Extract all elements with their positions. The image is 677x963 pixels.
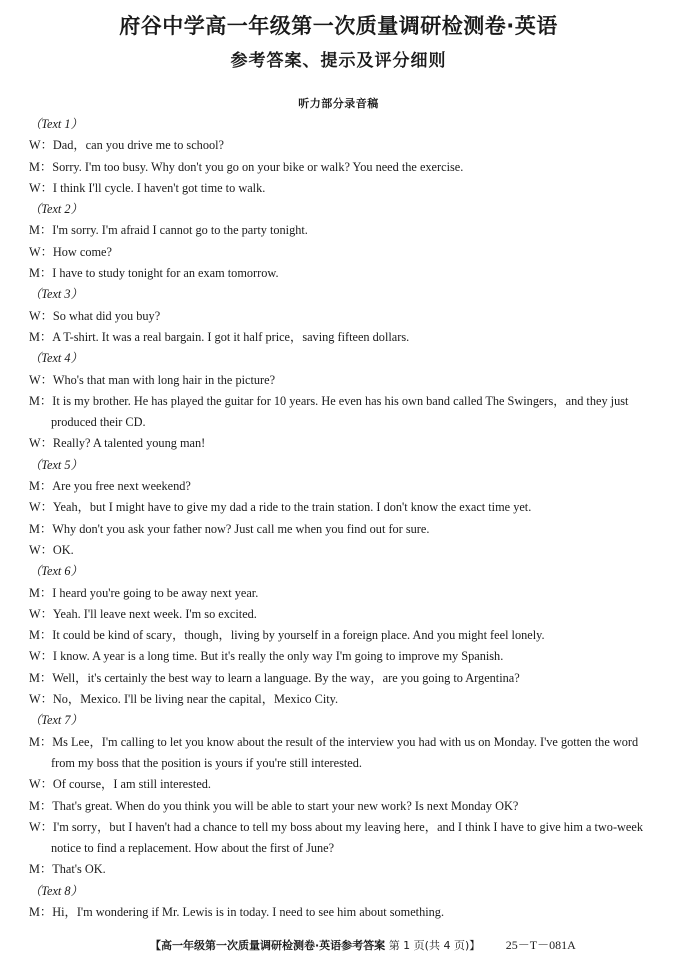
dialogue-line: W：OK. [29, 542, 74, 557]
dialogue-line: W：Yeah，but I might have to give my dad a ride to the train station. I don't know the exact time yet. [29, 500, 532, 515]
text-marker: （Text 4） [29, 351, 83, 366]
text-marker: （Text 1） [29, 117, 83, 131]
dialogue-line: M：That's OK. [29, 862, 106, 877]
text-marker: （Text 3） [29, 287, 83, 302]
dialogue-line: W：Of course，I am still interested. [29, 777, 212, 792]
section-title: 听力部分录音稿 [298, 97, 379, 110]
dialogue-line: M：I'm sorry. I'm afraid I cannot go to the party tonight. [29, 223, 308, 238]
text-marker: （Text 8） [29, 883, 83, 898]
dialogue-line: M：It is my brother. He has played the guitar for 10 years. He even has his own band called The Swingers，and they just produced their CD. [29, 393, 629, 430]
footer-title: 【高一年级第一次质量调研检测卷·英语参考答案 [150, 939, 386, 952]
dialogue-line: W：How come? [29, 244, 112, 259]
dialogue-line: W：Dad，can you drive me to school? [29, 138, 224, 153]
dialogue-line: W：Yeah. I'll leave next week. I'm so excited. [29, 606, 257, 621]
dialogue-line: W：I think I'll cycle. I haven't got time to walk. [29, 180, 266, 195]
dialogue-line: M：Hi，I'm wondering if Mr. Lewis is in today. I need to see him about something. [29, 904, 445, 919]
text-marker: （Text 7） [29, 713, 83, 728]
dialogue-line: W：I'm sorry，but I haven't had a chance to tell my boss about my leaving here，and I think I have to give him a two-week notice to find a replacement. How about the first of June? [29, 819, 643, 856]
dialogue-line: W：I know. A year is a long time. But it's really the only way I'm going to improve my Spanish. [29, 649, 504, 664]
dialogue-line: M：A T-shirt. It was a real bargain. I got it half price，saving fifteen dollars. [29, 329, 410, 344]
page-footer [150, 936, 650, 953]
dialogue-line: M：Are you free next weekend? [29, 479, 191, 494]
dialogue-line: M：Why don't you ask your father now? Just call me when you find out for sure. [29, 521, 430, 536]
text-marker: （Text 5） [29, 457, 83, 472]
dialogue-line: M：Well，it's certainly the best way to learn a language. By the way，are you going to Argentina? [29, 670, 520, 685]
text-marker: （Text 2） [29, 202, 83, 217]
text-marker: （Text 6） [29, 564, 83, 579]
dialogue-line: M：I have to study tonight for an exam tomorrow. [29, 266, 279, 281]
transcript [29, 114, 657, 923]
document-subtitle: 参考答案、提示及评分细则 [230, 51, 447, 71]
dialogue-line: W：Who's that man with long hair in the picture? [29, 372, 276, 387]
dialogue-line: W：No，Mexico. I'll be living near the capital，Mexico City. [29, 692, 339, 707]
dialogue-line: M：That's great. When do you think you will be able to start your new work? Is next Monday OK? [29, 798, 519, 813]
document-title: 府谷中学高一年级第一次质量调研检测卷·英语 [119, 14, 558, 38]
dialogue-line: M：I heard you're going to be away next year. [29, 585, 259, 600]
dialogue-line: M：Ms Lee，I'm calling to let you know about the result of the interview you had with us on Monday. I've gotten the word from my boss that the position is yours if you're still interested. [29, 734, 639, 770]
footer-page-number: 第 1 页(共 4 页)】 [388, 939, 481, 952]
dialogue-line: W：Really? A talented young man! [29, 436, 206, 451]
dialogue-line: W：So what did you buy? [29, 308, 161, 323]
dialogue-line: M：It could be kind of scary，though，living by yourself in a foreign place. And you might feel lonely. [29, 628, 545, 643]
dialogue-line: M：Sorry. I'm too busy. Why don't you go on your bike or walk? You need the exercise. [29, 159, 464, 174]
footer-code: 25－T－081A [505, 938, 576, 952]
